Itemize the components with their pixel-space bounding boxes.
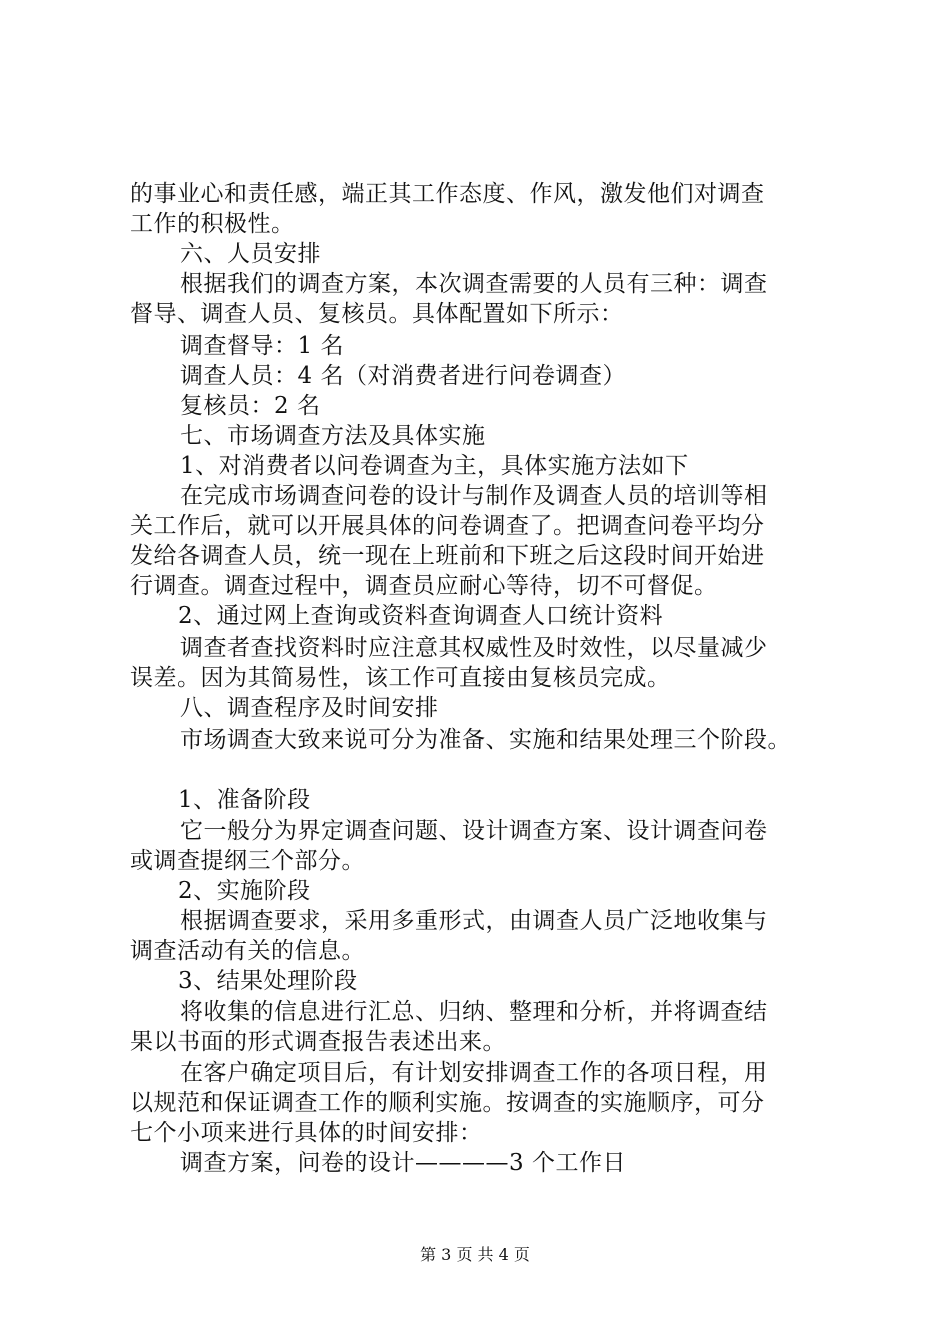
paragraph-line: 在完成市场调查问卷的设计与制作及调查人员的培训等相 bbox=[180, 483, 768, 509]
paragraph-line: 将收集的信息进行汇总、归纳、整理和分析，并将调查结 bbox=[180, 999, 768, 1025]
list-item: 复核员：2 名 bbox=[180, 393, 321, 419]
paragraph-line: 以规范和保证调查工作的顺利实施。按调查的实施顺序，可分 bbox=[130, 1090, 765, 1116]
paragraph-line: 或调查提纲三个部分。 bbox=[130, 848, 365, 874]
paragraph-line: 调查方案，问卷的设计————3 个工作日 bbox=[180, 1150, 626, 1176]
paragraph-line: 在客户确定项目后，有计划安排调查工作的各项日程，用 bbox=[180, 1060, 768, 1086]
section-heading-6: 六、人员安排 bbox=[180, 241, 321, 267]
paragraph-line: 调查活动有关的信息。 bbox=[130, 938, 365, 964]
paragraph-line: 督导、调查人员、复核员。具体配置如下所示： bbox=[130, 301, 624, 327]
subsection-heading: 3、结果处理阶段 bbox=[178, 968, 358, 994]
page-number-footer: 第 3 页 共 4 页 bbox=[420, 1245, 530, 1264]
paragraph-line: 误差。因为其简易性，该工作可直接由复核员完成。 bbox=[130, 665, 671, 691]
list-item: 调查督导：1 名 bbox=[180, 333, 344, 359]
paragraph-line: 工作的积极性。 bbox=[130, 211, 295, 237]
subsection-heading: 1、准备阶段 bbox=[178, 787, 311, 813]
paragraph-line: 市场调查大致来说可分为准备、实施和结果处理三个阶段。 bbox=[180, 727, 791, 753]
subsection-heading: 2、通过网上查询或资料查询调查人口统计资料 bbox=[178, 603, 664, 629]
paragraph-line: 根据调查要求，采用多重形式，由调查人员广泛地收集与 bbox=[180, 908, 768, 934]
paragraph-line: 关工作后，就可以开展具体的问卷调查了。把调查问卷平均分 bbox=[130, 513, 765, 539]
section-heading-8: 八、调查程序及时间安排 bbox=[180, 695, 439, 721]
section-heading-7: 七、市场调查方法及具体实施 bbox=[180, 423, 486, 449]
paragraph-line: 它一般分为界定调查问题、设计调查方案、设计调查问卷 bbox=[180, 818, 768, 844]
subsection-heading: 1、对消费者以问卷调查为主，具体实施方法如下 bbox=[180, 453, 689, 479]
paragraph-line: 根据我们的调查方案，本次调查需要的人员有三种：调查 bbox=[180, 271, 768, 297]
paragraph-line: 的事业心和责任感，端正其工作态度、作风，激发他们对调查 bbox=[130, 181, 765, 207]
paragraph-line: 行调查。调查过程中，调查员应耐心等待，切不可督促。 bbox=[130, 573, 718, 599]
paragraph-line: 调查者查找资料时应注意其权威性及时效性，以尽量减少 bbox=[180, 635, 768, 661]
subsection-heading: 2、实施阶段 bbox=[178, 878, 311, 904]
paragraph-line: 发给各调查人员，统一现在上班前和下班之后这段时间开始进 bbox=[130, 543, 765, 569]
paragraph-line: 七个小项来进行具体的时间安排： bbox=[130, 1120, 483, 1146]
list-item: 调查人员：4 名（对消费者进行问卷调查） bbox=[180, 363, 626, 389]
paragraph-line: 果以书面的形式调查报告表述出来。 bbox=[130, 1029, 506, 1055]
